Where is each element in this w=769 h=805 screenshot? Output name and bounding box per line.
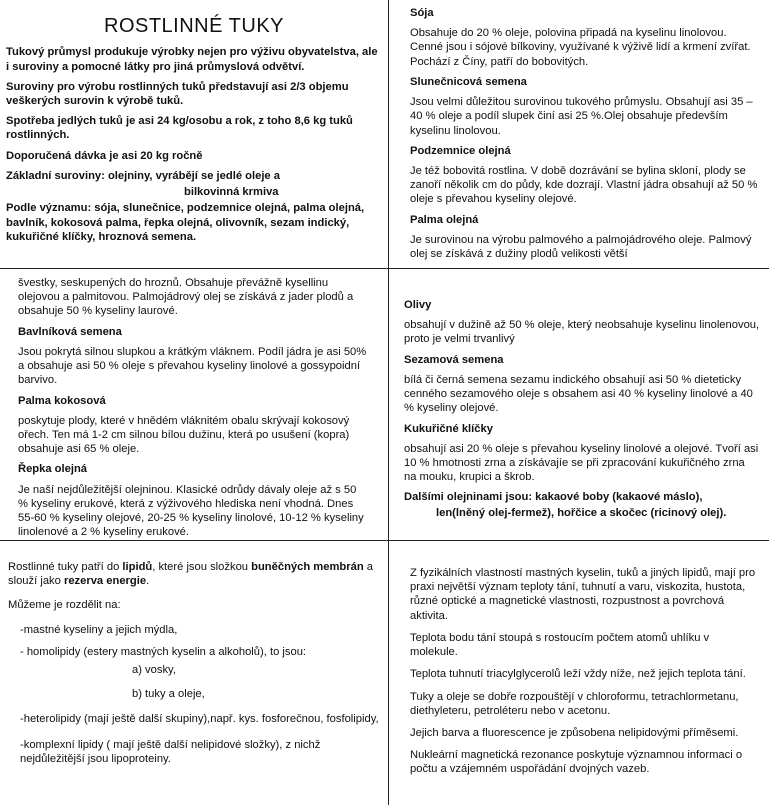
panel-lipids [8, 560, 380, 774]
text-sesame: bílá či černá semena sezamu indického obsahují asi 50 % dieteticky cenného sezamového oleje s obsahem asi 40 % kyseliny linolové a 40 % kyseliny olejové. [404, 373, 753, 415]
other-oilseeds-line: Dalšími olejninami jsou: kakaové boby (kakaové máslo), [404, 491, 703, 504]
text-soja: Obsahuje do 20 % oleje, polovina připadá na kyselinu linolovou. Cenné jsou i sójové bílkoviny, využívané k výživě lidí a krmení zvířat. Pochází z Číny, patří do bobovitých. [410, 27, 751, 68]
text-rapeseed: Je naší nejdůležitější olejninou. Klasické odrůdy dávaly oleje až s 50 % kyseliny erukové, která z výživového hlediska není vhodná. Dnes 55-60 % kyseliny olejové, 20-25 % kyseliny linolové, 10-12 % kyseliny linolenové a 2 % kyseliny erukové. [18, 483, 364, 539]
basic-materials-continuation: bilkovinná krmiva [184, 186, 279, 199]
text-palm-continued: švestky, seskupených do hroznů. Obsahuje převážně kysellinu olejovou a palmitovou. Palmojádrový olej se získává z jader plodů a obsahuje 50 % kyseliny laurové. [18, 277, 354, 318]
text-coconut: poskytuje plody, které v hnědém vláknitém obalu skrývají kokosový ořech. Ten má 1-2 cm silnou bílou dužinu, která po usušení (kopra) obsahuje asi 65 % oleje. [18, 414, 350, 456]
lipids-intro: Rostlinné tuky patří do lipidů, které jsou složkou buněčných membrán a slouží jako rezerva energie. [8, 561, 373, 588]
list-homolipids: - homolipidy (estery mastných kyselin a alkoholů), to jsou: [20, 645, 307, 658]
list-complex-lipids: -komplexní lipidy ( mají ještě další nelipidové složky), z nichž nejdůležitější jsou lipoproteiny. [20, 738, 321, 765]
basic-materials-line: Základní suroviny: olejniny, vyrábějí se jedlé oleje a [6, 169, 280, 182]
panel-oilseeds-2 [18, 276, 368, 546]
text-peanut: Je též bobovitá rostlina. V době dozrávání se bylina skloní, plody se zanoří několik cm do půdy, kde dozrají. Vlastní jádra obsahují až 50 % oleje s převahou kyseliny olejové. [410, 164, 758, 206]
list-waxes: a) vosky, [132, 664, 176, 677]
panel-physical-properties [410, 566, 760, 783]
melting-point-text: Teplota bodu tání stoupá s rostoucím počtem atomů uhlíku v molekule. [410, 631, 710, 659]
text-cotton: Jsou pokrytá silnou slupkou a krátkým vláknem. Podíl jádra je asi 50% a obsahuje asi 50 % oleje s převahou kyseliny linolové a gossypoidní barvivo. [18, 345, 367, 387]
heading-olives: Olivy [404, 299, 432, 311]
heading-peanut: Podzemnice olejná [410, 144, 511, 157]
intro-paragraph: Tukový průmysl produkuje výrobky nejen pro výživu obyvatelstva, ale i suroviny a pomocné látky pro jiná průmyslová odvětví. [6, 46, 378, 73]
importance-list: Podle významu: sója, slunečnice, podzemnice olejná, palma olejná, bavlník, kokosová palma, řepka olejná, olivovník, sezam indický, kukuřičné klíčky, hroznová semena. [6, 202, 365, 243]
list-fats-oils: b) tuky a oleje, [132, 688, 205, 701]
heading-coconut: Palma kokosová [18, 394, 106, 407]
solubility-text: Tuky a oleje se dobře rozpouštějí v chloroformu, tetrachlormetanu, diethyleteru, petroléteru nebo v acetonu. [410, 690, 739, 717]
nmr-text: Nukleární magnetická rezonance poskytuje významnou informaci o počtu a vzájemném uspořádání dvojných vazeb. [410, 749, 743, 776]
heading-corn-germ: Kukuřičné klíčky [404, 422, 493, 435]
recommended-dose: Doporučená dávka je asi 20 kg ročně [6, 149, 203, 162]
panel-intro [6, 0, 382, 250]
text-oil-palm: Je surovinou na výrobu palmového a palmojádrového oleje. Palmový olej se získává z dužiny plodů velikosti větší [410, 233, 752, 261]
page-title: ROSTLINNÉ TUKY [104, 15, 284, 37]
color-fluorescence-text: Jejich barva a fluorescence je způsobena nelipidovými příměsemi. [410, 726, 739, 739]
panel-oilseeds-1 [410, 6, 760, 267]
heading-rapeseed: Řepka olejná [18, 463, 88, 476]
heading-oil-palm: Palma olejná [410, 213, 479, 226]
list-heterolipids: -heterolipidy (mají ještě další skupiny),např. kys. fosforečnou, fosfolipidy, [20, 712, 379, 725]
heading-sesame: Sezamová semena [404, 353, 504, 366]
heading-sunflower: Slunečnicová semena [410, 75, 527, 88]
classification-intro: Můžeme je rozdělit na: [8, 599, 121, 612]
horizontal-divider-1 [0, 268, 769, 269]
heading-soja: Sója [410, 7, 434, 19]
text-olives: obsahují v dužině až 50 % oleje, který neobsahuje kyselinu linolenovou, proto je velmi trvanlivý [404, 319, 760, 346]
heading-cotton: Bavlníková semena [18, 325, 122, 338]
text-sunflower: Jsou velmi důležitou surovinou tukového průmyslu. Obsahují asi 35 – 40 % oleje a podíl slupek činí asi 25 %.Olej obsahuje především kyselinu linolovou. [410, 96, 753, 137]
vertical-divider [388, 0, 389, 805]
list-fatty-acids: -mastné kyseliny a jejich mýdla, [20, 623, 178, 636]
text-corn-germ: obsahují asi 20 % oleje s převahou kyseliny linolové a olejové. Tvoří asi 10 % hmotnosti zrna a získávajíe se při zpracování kukuřičného zrna na mouku, krupici a škrob. [404, 442, 759, 484]
solidification-text: Teplota tuhnutí triacylglycerolů leží vždy níže, než jejich teplota tání. [410, 668, 746, 681]
other-oilseeds-continuation: len(lněný olej-fermež), hořčice a skočec (ricinový olej). [436, 506, 727, 519]
physical-properties-text: Z fyzikálních vlastností mastných kyselin, tuků a jiných lipidů, mají pro praxi největší význam teploty tání, tuhnutí a varu, viskozita, hustota, různé optické a magnetické vlastnosti, rozpustnost a povrchová aktivita. [410, 567, 756, 622]
consumption-paragraph: Spotřeba jedlých tuků je asi 24 kg/osobu a rok, z toho 8,6 kg tuků rostlinných. [6, 115, 353, 142]
raw-material-paragraph: Suroviny pro výrobu rostlinných tuků představují asi 2/3 objemu veškerých surovin k výrobě tuků. [6, 80, 349, 108]
panel-oilseeds-3 [404, 298, 760, 526]
